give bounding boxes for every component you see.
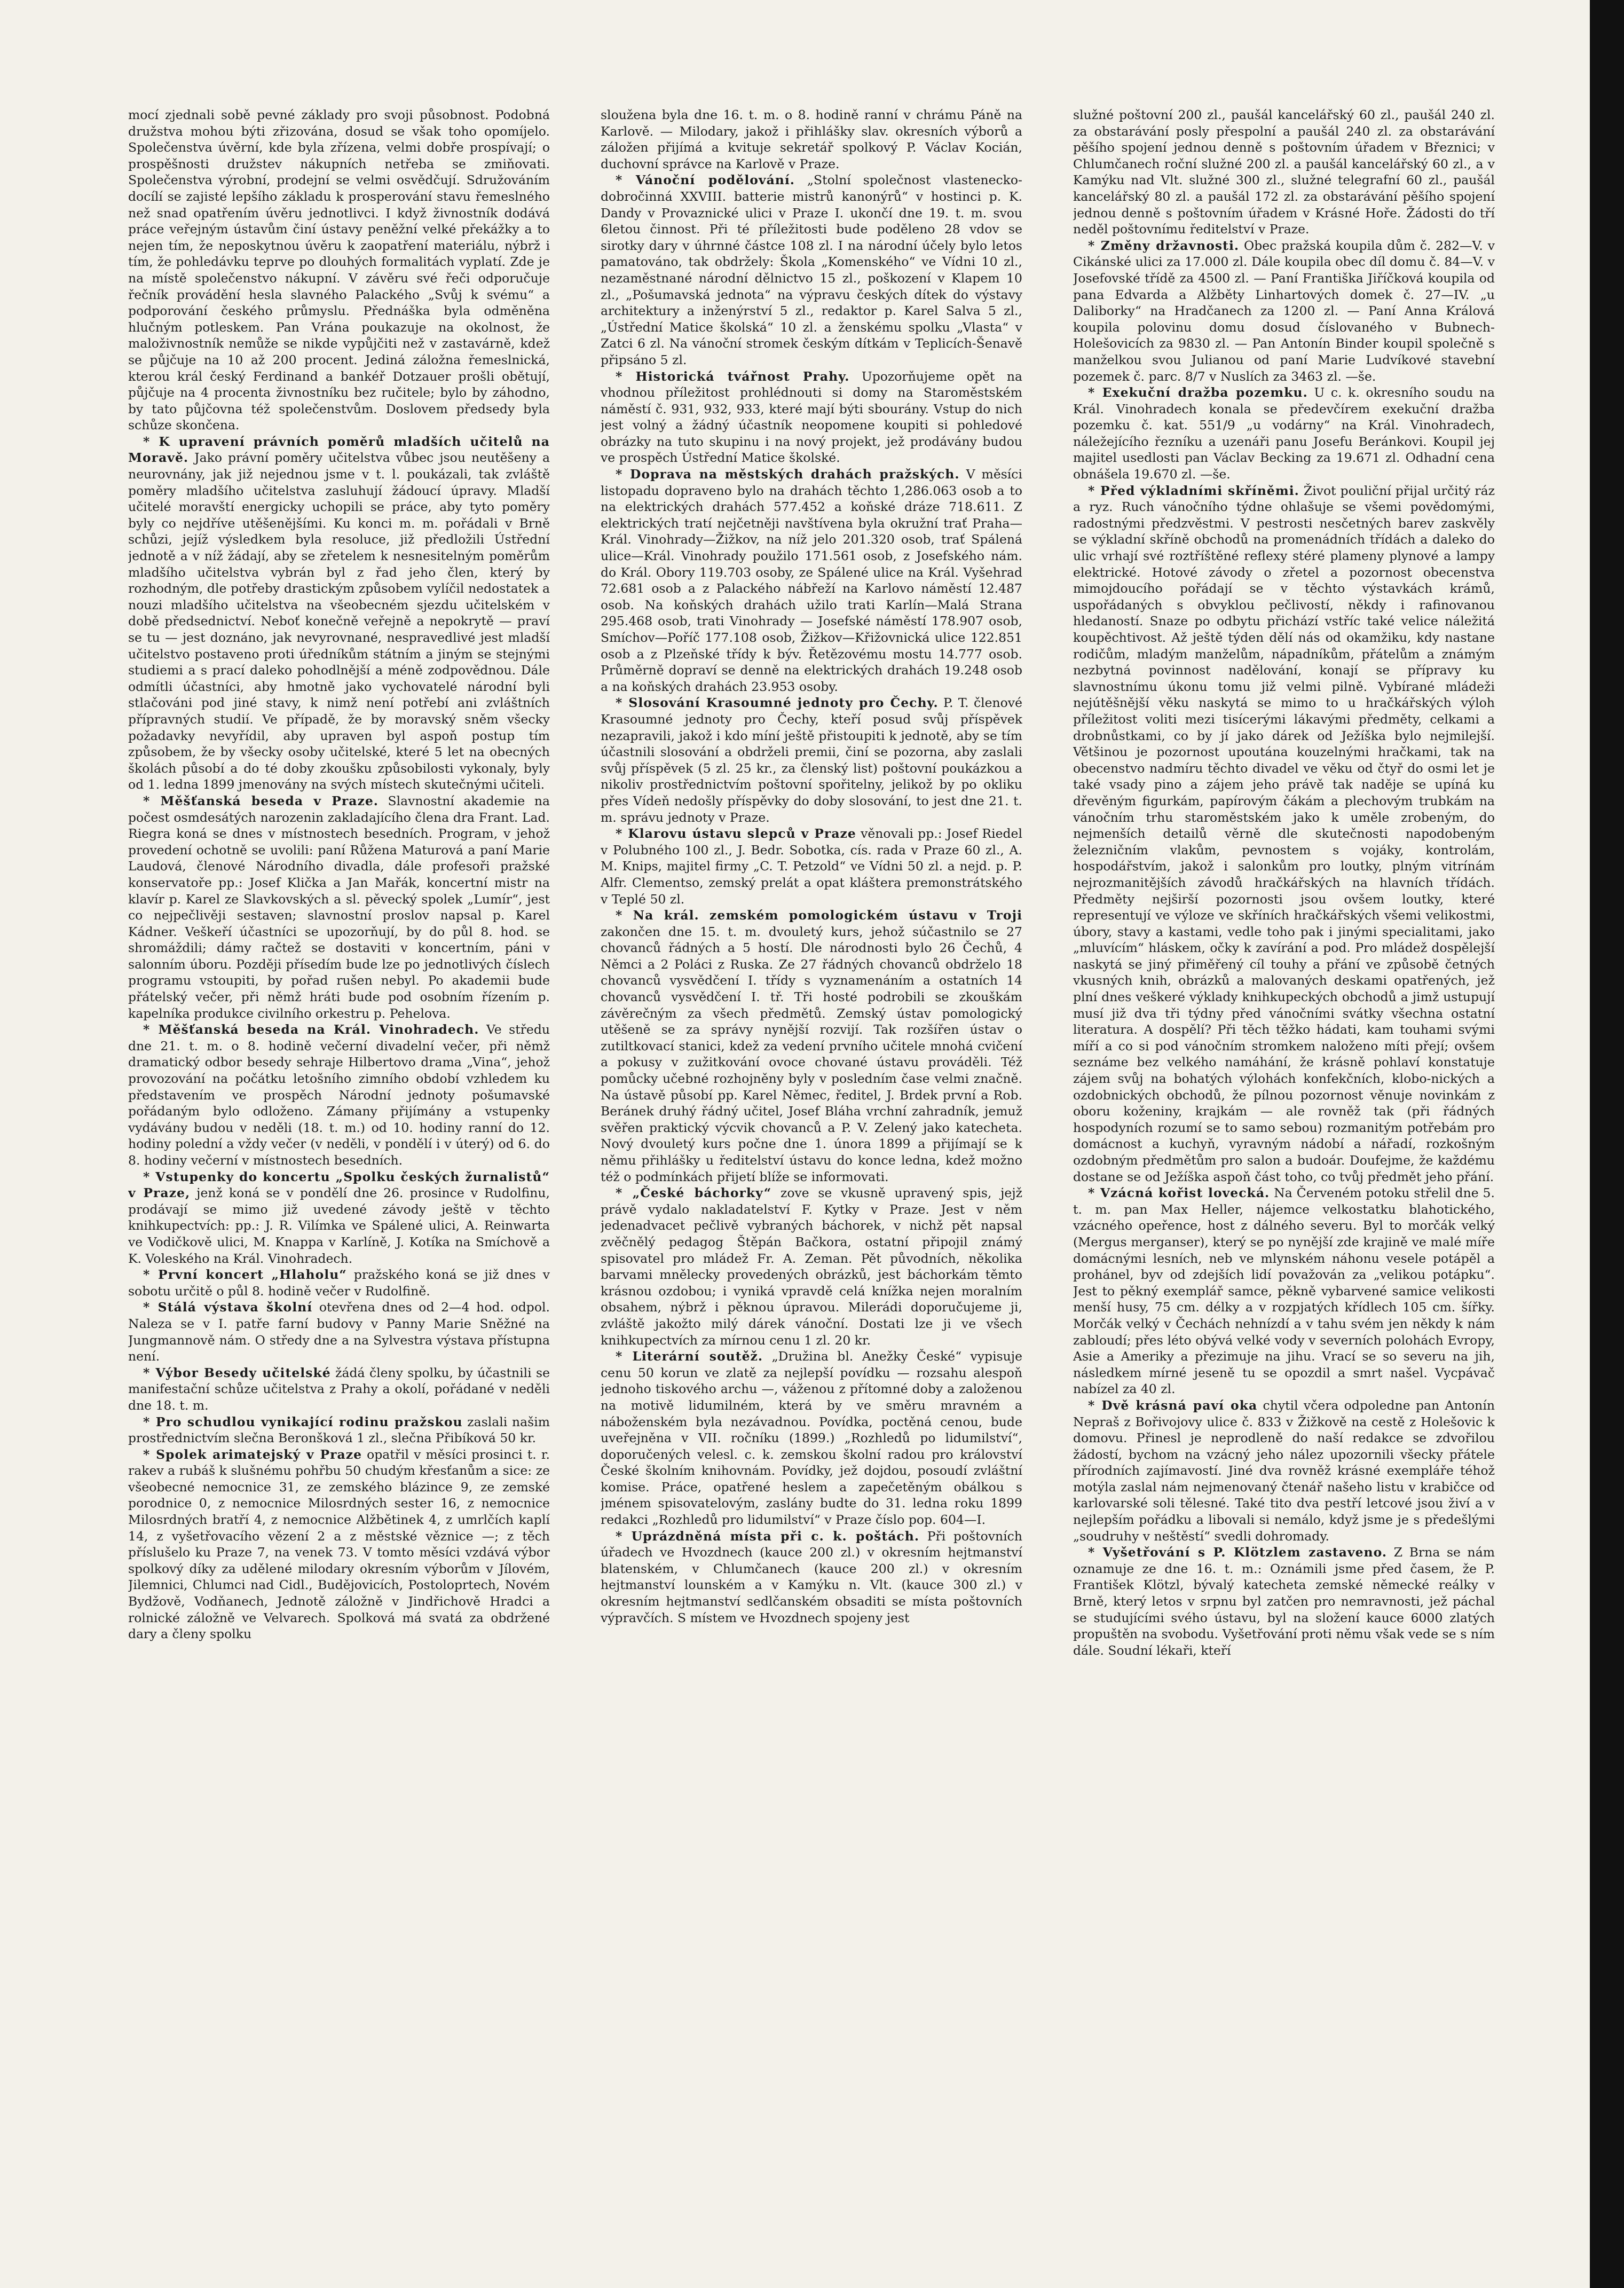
article-text: mocí zjednali sobě pevné základy pro svoji působnost. Podobná družstva mohou býti zřizována, dosud se však toho opomíjelo. Společenstva úvěrní, kde byla zřízena, velmi dobře prospívají; o prospěšnosti družstev nákupních netřeba se zmiňovati. Společenstva výrobní, prodejní se velmi osvědčují. Sdružováním docílí se zajisté lepšího základu k prosperování stavu řemeslného než snad opatřením úvěru jednotlivci. I když živnostník dodává práce veřejným ústavům činí ústavy peněžní velké překážky a to nejen tím, že neposkytnou úvěru k zaopatření materiálu, nýbrž i tím, že pohledávku teprve po dlouhých formalitách vyplatí. Zde je na místě společenstvo nákupní. V závěru své řeči odporučuje řečník provádění hesla slavného Palackého „Svůj k svému“ a podporování českého průmyslu. Přednáška byla odměněna hlučným potleskem. Pan Vrána poukazuje na okolnost, že maloživnostník nemůže se nikde vypůjčiti než v zastavárně, kdež se půjčuje na 10 až 200 procent. Jediná záložna řemeslnická, kterou král český Ferdinand a bankéř Dotzauer prošli obětují, půjčuje na 4 procenta živnostníku bez ručitele; bylo by záhodno, by tato půjčovna též společenstvům. Doslovem předsedy byla schůze skončena.	[128, 107, 550, 433]
article-heading: * Měšťanská beseda v Praze.	[143, 793, 379, 808]
article-paragraph	[1073, 238, 1495, 384]
article-paragraph	[128, 1365, 550, 1414]
article-text: P. T. členové Krasoumné jednoty pro Čechy, kteří posud svůj příspěvek nezapravili, jakož i kdo míní ještě přistoupiti k jednotě, aby se tím účastnili slosování a obdrželi premii, činí se pozorna, aby zaslali svůj příspěvek (5 zl. 25 kr., za členský list) poštovní poukázkou a nikoliv prostřednictvím poštovní spořitelny, jelikož by po okliku přes Vídeň nedošly příspěvky do doby slosování, to jest dne 21. t. m. správu jednoty v Praze.	[601, 695, 1022, 825]
article-heading: * Exekuční dražba pozemku.	[1088, 385, 1308, 400]
article-heading: * Literární soutěž.	[616, 1349, 763, 1364]
article-paragraph	[1073, 1185, 1495, 1397]
article-text: „Stolní společnost vlastenecko-dobročinná XXVIII. batterie mistrů kanonýrů“ v hostinci p. K. Dandy v Provaznické ulici v Praze I. ukončí dne 19. t. m. svou 6letou činnost. Při té příležitosti bude poděleno 28 vdov se sirotky dary v úhrnné částce 108 zl. I na národní účely bylo letos pamatováno, tak obdržely: Škola „Komenského“ ve Vídni 10 zl., nezaměstnané národní dělnictvo 15 zl., poškození v Klapem 10 zl., „Pošumavská jednota“ na výpravu českých dítek do výstavy architektury a inženýrství 5 zl., redaktor p. Karel Salva 5 zl., „Ústřední Matice školská“ 10 zl. a ženskému spolku „Vlasta“ v Zatci 6 zl. Na vánoční stromek českým dítkám v Teplicích-Šenavě připsáno 5 zl.	[601, 172, 1022, 367]
article-heading: * Vyšetřování s P. Klötzlem zastaveno.	[1088, 1545, 1388, 1560]
article-paragraph	[128, 1169, 550, 1267]
article-heading: * Spolek arimatejský v Praze	[143, 1446, 362, 1462]
article-heading: * Měšťanská beseda na Král. Vinohradech.	[143, 1022, 479, 1037]
article-paragraph	[128, 1299, 550, 1364]
article-heading: * Slosování Krasoumné jednoty pro Čechy.	[616, 695, 939, 711]
article-text: zakončen dne 15. t. m. dvouletý kurs, jehož súčastnilo se 27 chovanců řádných a 5 hostí. Dle národnosti bylo 26 Čechů, 4 Němci a 2 Poláci z Ruska. Ze 27 řádných chovanců obdrželo 18 chovanců vysvědčení I. třídy s vyznamenáním a ostatních 14 chovanců vysvědčení I. tř. Tři hosté podrobili se zkouškám závěrečným za všech předmětů. Zemský ústav pomologický utěšeně se za správy nynější rozvijí. Tak rozšířen ústav o zutiltkovací stanici, kdež za vedení prvního učitele mnohá cvičení a pokusy v zužitkování ovoce chované ústavu prováděli. Též pomůcky učebné rozhojněny byly v posledním čase velmi značně. Na ústavě působí pp. Karel Němec, ředitel, J. Brdek první a Rob. Beránek druhý řádný učitel, Josef Bláha vrchní zahradník, jemuž svěřen praktický výcvik chovanců a P. V. Zelený jako katecheta. Nový dvouletý kurs počne dne 1. února 1899 a přijímají se k němu přihlášky u ředitelství ústavu do konce ledna, kdež možno též o podmínkách přijetí blíže se informovati.	[601, 924, 1022, 1184]
article-paragraph	[1073, 1544, 1495, 1658]
scan-edge	[1590, 0, 1624, 2288]
article-paragraph	[601, 907, 1022, 1185]
article-paragraph	[128, 107, 550, 434]
article-text: „Družina bl. Anežky České“ vypisuje cenu 50 korun ve zlatě za nejlepší povídku — rozsahu alespoň jednoho tiskového archu —, váženou z přítomné doby a založenou na motivě lidumilném, která by ve směru mravném a náboženském byla nezávadnou. Povídka, poctěná cenou, bude uveřejněna v VII. ročníku (1899.) „Rozhledů po lidumilství“, doporučených velesl. c. k. zemskou školní radou pro království České školním knihovnám. Povídky, jež dojdou, posoudí zvláštní komise. Práce, opatřené heslem a zapečetěným obálkou s jménem spisovatelovým, zaslány budte do 31. ledna roku 1899 redakci „Rozhledů pro lidumilství“ v Praze číslo pop. 604—I.	[601, 1349, 1022, 1528]
article-paragraph	[128, 1267, 550, 1299]
article-text: zove se vkusně upravený spis, jejž právě vydalo nakladatelství F. Kytky v Praze. Jest v něm jedenadvacet pečlivě vybraných báchorek, v nichž pět napsal zvěčnělý pedagog Štěpán Bačkora, ostatní připojil známý spisovatel pro mládež Fr. A. Zeman. Pět původních, několika barvami mnělecky provedených obrázků, jest báchorkám těmto krásnou ozdobou; i vyniká vpravdě celá knížka nejen moralním obsahem, nýbrž i pěknou úpravou. Milerádi doporučujeme ji, zvláště jakožto milý dárek vánoční. Dostati lze ji ve všech knihkupectvích za mírnou cenu 1 zl. 20 kr.	[601, 1185, 1022, 1348]
article-heading: * Vstupenky do koncertu „Spolku českých žurnalistů“ v Praze,	[128, 1169, 550, 1201]
article-text: opatřil v měsíci prosinci t. r. rakev a rubáš k slušnému pohřbu 50 chudým křesťanům a sice: ze všeobecné nemocnice 31, ze zemského blázince 9, ze zemské porodnice 0, z nemocnice Milosrdných sester 16, z nemocnice Milosrdných bratří 4, z nemocnice Alžbětinek 4, z umrlčích kaplí 14, z vyšetřovacího vězení 2 a z městské věznice —; z těch příslušelo ku Praze 7, na venek 73. V tomto měsíci vzdává výbor spolkový díky za udělené milodary okresním výborům v Jílovém, Jilemnici, Chlumci nad Cidl., Budějovicích, Postoloprtech, Novém Bydžově, Vodňanech, Jednotě záložně v Jindřichově Hradci a rolnické záložně ve Velvarech. Spolková má svatá za obdržené dary a členy spolku	[128, 1446, 550, 1642]
article-text: jenž koná se v pondělí dne 26. prosince v Rudolfinu, prodávají se mimo již uvedené závody ještě v těchto knihkupectvích: pp.: J. R. Vilímka ve Spálené ulici, A. Reinwarta ve Vodičkově ulici, M. Knappa v Karlíně, J. Kotíka na Smíchově a K. Voleského na Král. Vinohradech.	[128, 1185, 550, 1266]
article-paragraph	[128, 1414, 550, 1446]
article-paragraph	[601, 107, 1022, 172]
article-text: Při poštovních úřadech ve Hvozdnech (kauce 200 zl.) v okresním hejtmanství blatenském, v Chlumčanech (kauce 200 zl.) v okresním hejtmanství lounském a v Kamýku n. Vlt. (kauce 300 zl.) v okresním hejtmanství sedlčanském obsaditi se místa poštovních výpravčích. S místem ve Hvozdnech spojeny jest	[601, 1528, 1022, 1625]
article-heading: * Doprava na městských drahách pražských.	[616, 467, 960, 482]
column-left	[128, 107, 550, 2205]
article-text: V měsíci listopadu dopraveno bylo na drahách těchto 1,286.063 osob a to na elektrických drahách 577.452 a koňské dráze 718.611. Z elektrických tratí nejčetněji navštívena byla okružní trať Praha—Král. Vinohrady—Žižkov, na níž jelo 201.320 osob, trať Spálená ulice—Král. Vinohrady použilo 171.561 osob, z Josefského nám. do Král. Obory 119.703 osoby, ze Spálené ulice na Král. Vyšehrad 72.681 osob a z Palackého nábřeží na Karlovo náměstí 12.487 osob. Na koňských drahách užilo trati Karlín—Malá Strana 295.468 osob, trati Vinohrady — Josefské náměstí 178.907 osob, Smíchov—Poříč 177.108 osob, Žižkov—Křižovnická ulice 122.851 osob a z Plzeňské třídy k býv. Řetězovému mostu 14.777 osob. Průměrně dopraví se denně na elektrických drahách 19.248 osob a na koňských drahách 23.953 osoby.	[601, 467, 1022, 694]
article-text: Ve středu dne 21. t. m. o 8. hodině večerní divadelní večer, při němž dramatický odbor besedy sehraje Hilbertovo drama „Vina“, jehož provozování na počátku letošního zimního období vzhledem ku představením ve prospěch Národní jednoty pošumavské pořádaným bylo odloženo. Zámany přijímány a vstupenky vydávány budou v neděli (18. t. m.) od 10. hodiny ranní do 12. hodiny polední a vždy večer (v neděli, v pondělí i v úterý) od 6. do 8. hodiny večerní v místnostech besedních.	[128, 1022, 550, 1168]
article-text: Obec pražská koupila dům č. 282—V. v Cikánské ulici za 17.000 zl. Dále koupila obec díl domu č. 84—V. v Josefovské třídě za 4500 zl. — Paní Františka Jiříčková koupila od pana Edvarda a Alžběty Linhartových domek č. 27—IV. „u Daliborky“ na Hradčanech za 1200 zl. — Paní Anna Králová koupila polovinu domu dosud číslovaného v Bubnech-Holešovicích za 9830 zl. — Pan Antonín Binder koupil společně s manželkou svou Julianou od paní Marie Ludvíkové stavební pozemek č. parc. 8/7 v Nuslích za 3463 zl. —še.	[1073, 238, 1495, 384]
article-paragraph	[601, 825, 1022, 907]
article-text: U c. k. okresního soudu na Král. Vinohradech konala se předevčírem exekuční dražba pozemku č. kat. 551/9 „u vodárny“ na Král. Vinohradech, náležejícího řezníku a uzenáři panu Josefu Beránkovi. Koupil jej majitel usedlosti pan Václav Becking za 19.671 zl. Odhadní cena obnášela 19.670 zl. —še.	[1073, 385, 1495, 482]
article-text: Jako právní poměry učitelstva vůbec jsou neutěšeny a neurovnány, jak již nejednou jsme v t. l. poukázali, tak zvláště poměry mladšího učitelstva zasluhují žádoucí úpravy. Mladší učitelé moravští energicky uchopili se práce, aby tyto poměry byly co nejdříve utěšenějšími. Ku konci m. m. pořádali v Brně schůzi, jejíž výsledkem byla resoluce, již předložili Ústřední jednotě a v níž žádají, aby se zřetelem k nesnesitelným poměrům mladšího učitelstva vybrán byl z řad jeho člen, který by rozhodným, dle potřeby drastickým způsobem vylíčil nedostatek a nouzi mladšího učitelstva na všeobecném sjezdu učitelském v době předsednictví. Neboť konečně veřejně a nepokrytě — praví se tu — jest doznáno, jak nevyrovnané, nespravedlivé jest mladší učitelstvo postaveno proti úředníkům státním a jiným se stejnými studiemi a s prací daleko pohodlnější a méně zodpovědnou. Dále odmítli účastníci, aby hmotně jako vychovatelé národní byli stlačováni pod jiné stavy, k nimž není potřebí ani zvláštních přípravných studií. Ve případě, že by moravský sněm všecky požadavky nevyřídil, aby upraven byl aspoň postup tím způsobem, že by všecky osoby učitelské, které 5 let na obecných školách působí a do té doby zkoušku způsobilosti vykonaly, byly od 1. ledna 1899 jmenovány na svých místech skutečnými učiteli.	[128, 450, 550, 792]
article-heading: * Výbor Besedy učitelské	[143, 1365, 331, 1380]
article-paragraph	[1073, 483, 1495, 1185]
article-text: zaslali našim prostřednictvím slečna Beronšková 1 zl., slečna Přibíková 50 kr.	[128, 1414, 550, 1446]
article-heading: * Na král. zemském pomologickém ústavu v Troji	[616, 908, 1022, 923]
article-heading: * K upravení právních poměrů mladších učitelů na Moravě.	[128, 434, 550, 466]
article-paragraph	[601, 1348, 1022, 1528]
article-heading: * Před výkladními skříněmi.	[1088, 483, 1299, 498]
article-text: otevřena dnes od 2—4 hod. odpol. Naleza se v I. patře farní budovy v Panny Marie Sněžné na Jungmannově nám. O středy dne a na Sylvestra výstava přístupna není.	[128, 1300, 550, 1364]
article-text: Na Červeném potoku střelil dne 5. t. m. pan Max Heller, nájemce velkostatku blahotického, vzácného opeřence, host z dálného severu. Byl to morčák velký (Mergus merganser), který se po nynější zde krajině ve malé míře domácnými lesních, neb ve mlynském náhonu vesele potápěl a prohánel, byv od zdejších lidí považován za „velikou potápku“. Jest to pěkný exemplář samce, pěkně vybarvené samice velikosti menší husy, 75 cm. délky a v rozpjatých křídlech 105 cm. šířky. Morčák velký v Čechách nehnízdí a v tahu svém jen někdy k nám zabloudí; přes léto obývá velké vody v severních polohách Evropy, Asie a Ameriky a přezimuje na jihu. Vrací se so severu na jih, následkem mírné jeseně tu se opozdil a smrt našel. Vycpávač nabízel za 40 zl.	[1073, 1185, 1495, 1397]
article-text: chytil včera odpoledne pan Antonín Nepraš z Bořivojovy ulice č. 833 v Žižkově na cestě z Holešovic k domovu. Přinesl je neprodleně do naší redakce se zdvořilou žádostí, bychom na vzácný jeho nález upozornili všecky přátele přírodních zajímavostí. Jiné dva rovněž krásné exempláře téhož motýla zaslal nám nejmenovaný čtenář našeho listu v krabičce od karlovarské soli tělesné. Také tito dva pestří letcové jsou živí a v nejlepším pořádku a libovali si nemálo, když jsme je s předešlými „soudruhy v neštěstí“ svedli dohromady.	[1073, 1397, 1495, 1544]
article-text: Upozorňujeme opět na vhodnou příležitost prohlédnouti si domy na Staroměstském náměstí č. 931, 932, 933, které mají býti sbourány. Vstup do nich jest volný a žádný účastník neopomene koupiti si pohledové obrázky na tuto skupinu i na nový projekt, jež prodávány budou ve prospěch Ústřední Matice školské.	[601, 368, 1022, 466]
article-paragraph	[128, 1021, 550, 1168]
article-paragraph	[601, 466, 1022, 695]
article-text: služné poštovní 200 zl., paušál kancelářský 60 zl., paušál 240 zl. za obstarávání posly přespolní a paušál 240 zl. za obstarávání pěšího spojení jednou denně s poštovním úřadem v Březnici; v Chlumčanech roční služné 200 zl. a paušál kancelářský 60 zl., a v Kamýku nad Vlt. služné 300 zl., služné telegrafní 60 zl., paušál kancelářský 80 zl. a paušál 172 zl. za obstarávání pěšího spojení jednou denně s poštovním úřadem v Krásné Hoře. Žádosti do tří neděl poštovnímu ředitelství v Praze.	[1073, 107, 1495, 237]
article-heading: * Změny državnosti.	[1088, 238, 1240, 253]
article-heading: * Historická tvářnost Prahy.	[616, 368, 850, 384]
article-paragraph	[1073, 384, 1495, 483]
article-text: žádá členy spolku, by účastnili se manifestační schůze učitelstva z Prahy a okolí, pořádané v neděli dne 18. t. m.	[128, 1365, 550, 1413]
article-paragraph	[601, 695, 1022, 825]
article-paragraph	[601, 1185, 1022, 1348]
article-paragraph	[128, 793, 550, 1021]
article-text: sloužena byla dne 16. t. m. o 8. hodině ranní v chrámu Páně na Karlově. — Milodary, jakož i přihlášky slav. okresních výborů a záložen přijímá a kvituje sekretář spolkový P. Václav Kocián, duchovní správce na Karlově v Praze.	[601, 107, 1022, 171]
column-middle	[601, 107, 1022, 2221]
article-paragraph	[601, 368, 1022, 467]
article-heading: * Stálá výstava školní	[143, 1300, 313, 1315]
article-heading: * Pro schudlou vynikající rodinu pražskou	[143, 1414, 463, 1429]
article-text: pražského koná se již dnes v sobotu určitě o půl 8. hodině večer v Rudolfině.	[128, 1267, 550, 1299]
article-heading: * „České báchorky“	[616, 1185, 772, 1201]
article-heading: * První koncert „Hlaholu“	[143, 1267, 347, 1283]
article-heading: * Vzácná kořist lovecká.	[1088, 1185, 1270, 1201]
column-right	[1073, 107, 1495, 2216]
article-text: Z Brna se nám oznamuje ze dne 16. t. m.: Oznámili jsme před časem, že P. František Klötzl, bývalý katecheta zemské německé reálky v Brně, který letos v srpnu byl zatčen pro nemravnosti, jež páchal se studujícími svého ústavu, byl na složení kauce 6000 zlatých propuštěn na svobodu. Vyšetřování proti němu však vede se s ním dále. Soudní lékaři, kteří	[1073, 1545, 1495, 1658]
article-text: Slavnostní akademie na počest osmdesátých narozenin zakladajícího člena dra Frant. Lad. Riegra koná se dnes v místnostech besedních. Program, v jehož provedení ochotně se uvolili: paní Růžena Maturová a paní Marie Laudová, členové Národního divadla, dále profesoři pražské konservatoře pp.: Josef Klička a Jan Mařák, koncertní mistr na klavír p. Karel ze Slavkovských a sl. pěvecký spolek „Lumír“, jest co nejpečlivěji sestaven; slavnostní proslov napsal p. Karel Kádner. Veškeří účastníci se upozorňují, by do půl 8. hod. se shromáždili; dámy račtež se dostaviti v koncertním, páni v salonním úboru. Později přísedím bude lze po jednotlivých číslech programu vstoupiti, by pořad rušen nebyl. Po akademii bude přátelský večer, při němž hráti bude pod osobním řízením p. kapelníka produkce civilního orkestru p. Pehelova.	[128, 793, 550, 1021]
article-paragraph	[128, 434, 550, 793]
article-paragraph	[1073, 1397, 1495, 1544]
article-heading: * Klarovu ústavu slepců v Praze	[616, 826, 856, 842]
article-heading: * Uprázdněná místa při c. k. poštách.	[616, 1528, 920, 1544]
article-text: věnovali pp.: Josef Riedel v Polubného 100 zl., J. Bedr. Sobotka, cís. rada v Praze 60 zl., A. M. Knips, majitel firmy „C. T. Petzold“ ve Vídni 50 zl. a nejd. p. P. Alfr. Clementso, zemský prelát a opat kláštera premonstrátského v Teplé 50 zl.	[601, 826, 1022, 907]
article-text: Život pouliční přijal určitý ráz a ryz. Ruch vánočního týdne ohlašuje se všemi povědomými, radostnými předzvěstmi. V pestrosti nesčetných barev zaskvěly se výkladní skříně obchodů na promenádních třídách a daleko do ulic vrhají své roztříštěné reflexy stéré plameny plynové a lampy elektrické. Hotové závody o zřetel a pozornost obecenstva mimojdoucího pořádají se v těchto výstavkách krámů, uspořádaných s obvyklou pečlivostí, někdy i rafinovanou hledaností. Snaze po odbytu přichází vstříc také velice náležitá koupěchtivost. Až ještě týden dělí nás od okamžiku, kdy nastane rodičům, mladým manželům, nápadníkům, přátelům a známým nezbytná povinnost nadělování, konají se přípravy ku slavnostnímu úkonu tomu již velmi pilně. Vybírané mládeži nejútěšnější věku naskytá se mimo to u hračkářských výloh příležitost voliti mezi tisícerými lákavými předměty, celkami a drobnůstkami, co by jí jako dárek od Ježíška bylo nejmilejší. Většinou je pozornost upoutána kouzelnými hračkami, tak na obecenstvo nadmíru těchto divadel ve věku od čtyř do osmi let je také vsady pino a zájem jeho právě tak naděje se upíná ku dřevěným figurkám, papírovým čákám a plechovým trubkám na vánočním trhu staroměstském jako k uměle zrobeným, do nejmenších detailů věrně dle skutečnosti napodobeným železničním vlakům, pevnostem s vojáky, kontrolám, hospodářstvím, jakož i salonkům pro loutky, plným vitrínám nejrozmanitějších závodů hračkářských na hlavních třídách. Předměty nejširší pozornosti jsou ovšem loutky, které representují ve výloze ve skříních hračkářských všemi velikostmi, úbory, stavy a kastami, vedle toho pak i jinými specialitami, jako „mluvícím“ hláskem, očky k zavírání a pod. Pro mládež dospělejší naskytá se jiný přiměřený cíl touhy a přání ve způsobě četných vkusných knih, obrázků a malovaných deskami opatřených, jež plní dnes veškeré výklady knihkupeckých obchodů a jimž ustupují musí již dva tři týdny před vánočními svátky všechna ostatní literatura. A dospělí? Při těch těžko hádati, kam touhami svými míří a co si pod vánočním stromkem naloženo míti přejí; ovšem seznáme bez velkého namáhání, že krásně pohlaví konstatuje zájem svůj na bohatých výlohách konfekčních, klobo-nických a ozdobnických obchodů, že pílnou pozornost věnuje novinkám z oboru koženiny, krajkám — ale rovněž tak (při řádných hospodyních rozumí se to samo sebou) rozmanitým potřebám pro domácnost a kuchyň, vyravným nádobí a nářadí, rozkošným ozdobným předmětům pro salon a budoár. Doufejme, že každému dostane se od Ježíška aspoň část toho, co tvůj předmět jeho přání.	[1073, 483, 1495, 1184]
article-heading: * Vánoční podělování.	[616, 172, 795, 188]
article-heading: * Dvě krásná paví oka	[1088, 1397, 1258, 1413]
article-paragraph	[601, 172, 1022, 368]
article-paragraph	[128, 1446, 550, 1642]
article-paragraph	[601, 1528, 1022, 1626]
article-paragraph	[1073, 107, 1495, 238]
